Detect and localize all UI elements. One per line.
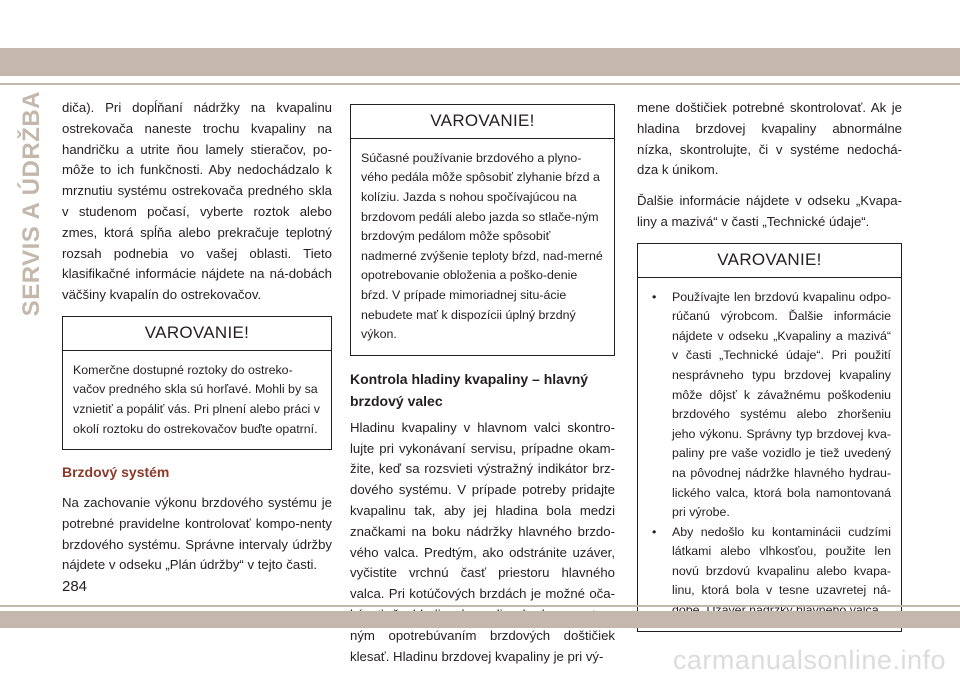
warning-title: VAROVANIE! [638, 244, 901, 278]
heading-fluid-level-check: Kontrola hladiny kvapaliny – hlavný brzdový valec [350, 370, 589, 409]
section-title-text: SERVIS A ÚDRŽBA [18, 90, 45, 316]
brake-system-paragraph: Na zachovanie výkonu brzdového systému je potrebné pravidelne kontrolovať kompo-nenty brzdového systému. Správne intervaly údržby nájdete v odseku „Plán údržby“ v tejto časti. [62, 494, 332, 573]
warning-list-item: • Aby nedošlo ku kontaminácii cudzími látkami alebo vlhkosťou, použite len novú brzdovú kvapalinu alebo kvapa-linu, ktorá bola v tesne uzavretej ná- [648, 523, 891, 621]
warning-title: VAROVANIE! [351, 105, 614, 139]
watermark [0, 645, 960, 676]
warning-box-washer [62, 316, 332, 450]
warning-title: VAROVANIE! [63, 317, 331, 351]
header-band [0, 48, 960, 76]
heading-brake-system: Brzdový systém [62, 464, 170, 481]
footer-band [0, 611, 960, 628]
column-middle [350, 98, 615, 677]
warning-text: Súčasné používanie brzdového a plyno-vého pedála môže spôsobiť zlyhanie bŕzd a kolíziu. Jazda s nohou spočívajúcou na brzdovom pedáli alebo jazda so stlače-ným brzdovým pedálom môže spôsobiť nadmerné zvýšenie teploty bŕzd, nad-merné opotrebovanie obloženia a poško-denie bŕzd. V prípade mimoriadnej situ-ácie nebudete mať k dispozícii úplný brzdný výkon. [361, 150, 603, 342]
warning-box-brake-fluid [637, 243, 902, 632]
fluid-level-paragraph: Hladinu kvapaliny v hlavnom valci skontro-lujte pri vykonávaní servisu, prípadne okam-žite, keď sa rozsvieti výstražný indikátor brz-dového systému. V prípade potreby pridajte kvapalinu tak, aby jej hladina bola medzi značkami na boku nádržky hlavného brzdo-vého valca. Predtým, ako odstránite uzáver, vyčistite vrchnú časť priestoru hlavného valca. Pri kotúčových brzdách je možné oča- ným opotrebúvaním brzdových doštičiek klesať. Hladinu brzdovej kvapaliny je pri vý- [350, 419, 615, 664]
warning-list [648, 288, 891, 621]
intro-paragraph: diča). Pri dopĺňaní nádržky na kvapalinu ostrekovača naneste trochu kvapaliny na handričku a utrite ňou lamely stieračov, po-môže to ich funkčnosti. Aby nedochádzalo k mrznutiu systému ostrekovača predného skla v studenom počasí, vyberte roztok alebo zmes, ktorá spĺňa alebo prekračuje teplotný rozsah podnebia vo vašej oblasti. Tieto klasifikačné informácie nájdete na ná-dobách väčšiny kvapalín do ostrekovačov. [62, 100, 332, 303]
reference-paragraph: Ďalšie informácie nájdete v odseku „Kvapa-liny a mazivá“ v časti „Technické údaje“. [637, 193, 902, 229]
page-number: 284 [62, 578, 88, 595]
section-title [14, 90, 50, 316]
watermark-text: carmanualsonline.info [672, 645, 946, 675]
continuation-paragraph: mene doštičiek potrebné skontrolovať. Ak je hladina brzdovej kvapaliny abnormálne nízka, skontrolujte, či v systéme nedochá-dza k únikom. [637, 100, 902, 178]
warning-text [638, 278, 901, 631]
header-rule [0, 83, 960, 85]
footer-rule [0, 605, 960, 607]
warning-text: Komerčne dostupné roztoky do ostreko-vačov predného skla sú horľavé. Mohli by sa vznietiť a popáliť vás. Pri plnení alebo práci v okolí roztoku do ostrekovačov buďte opatrní. [73, 362, 320, 436]
column-left [62, 98, 332, 586]
warning-list-item: • Používajte len brzdovú kvapalinu odpo-rúčanú výrobcom. Ďalšie informácie nájdete v odseku „Kvapaliny a mazivá“ v časti „Technické údaje“. Pri použití nesprávneho typu brzdovej kvapaliny môže dôjsť k závažnému poškodeniu brzdového systému alebo zhoršeniu jeho výkonu. Správny typ brzdovej kva-paliny pre vaše vozidlo je tiež uvedený na pôvodnej nádržke hlavného hydrau-lického valca, ktorá bola namontovaná pri výrobe. [648, 288, 891, 523]
warning-box-pedals [350, 104, 615, 356]
column-right [637, 98, 902, 644]
